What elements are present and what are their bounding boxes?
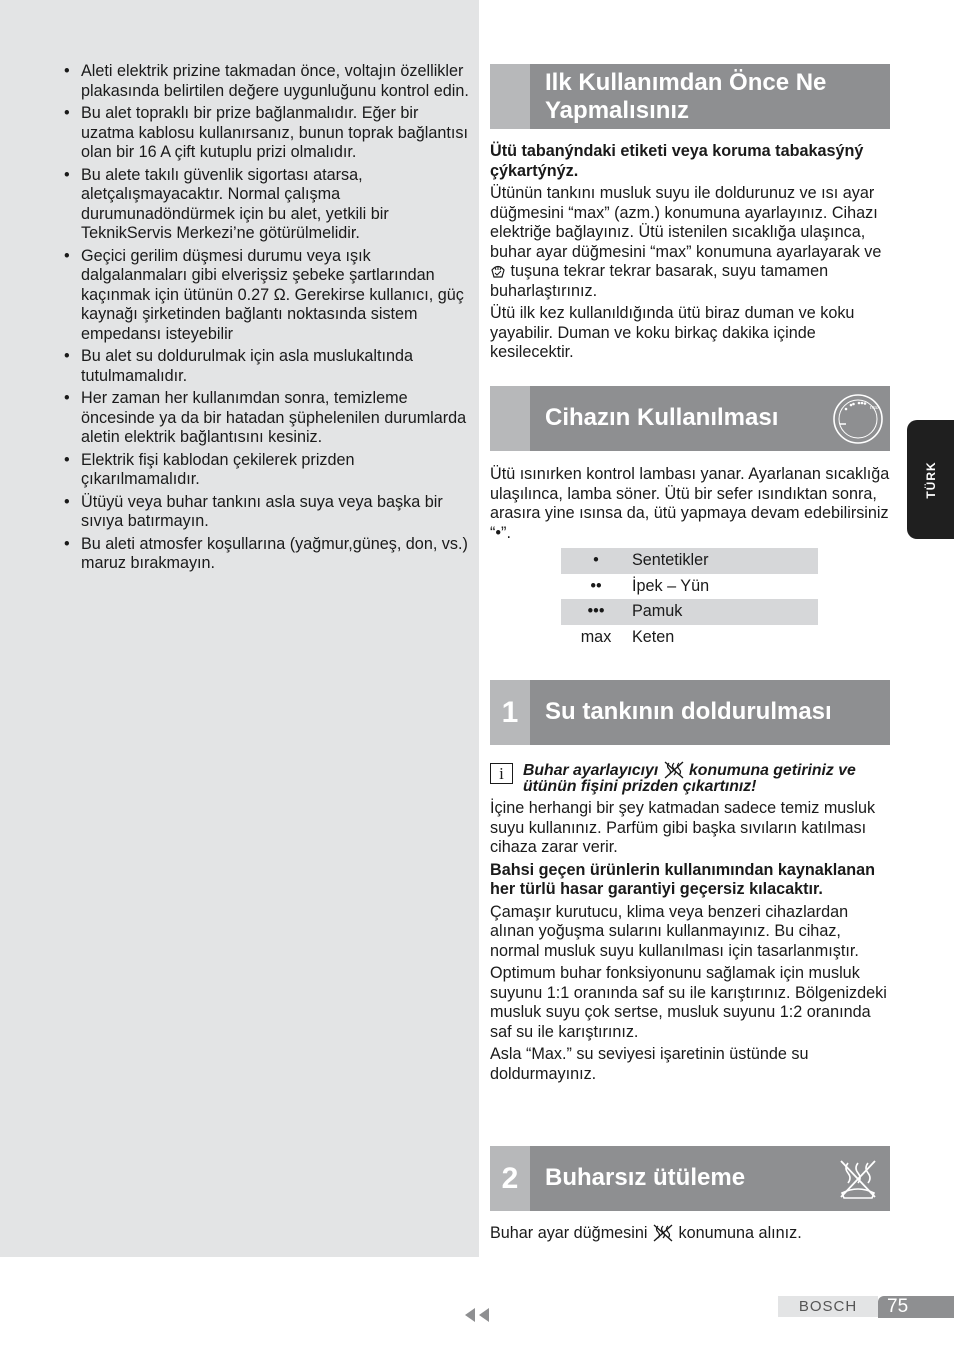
section-title: Cihazın Kullanılması [545, 404, 779, 431]
paragraph-part: Ütünün tankını musluk suyu ile doldurunuz ve ısı ayar düğmesini “max” (azm.) konumuna ayarlayınız. Cihazı elektriğe bağlayınız. Ütü istenilen sıcaklığa ulaşınca, buhar ayar düğmesini “max” konumuna ayarlayarak ve [490, 184, 882, 261]
language-tab[interactable] [907, 420, 954, 539]
temperature-dial-icon [832, 393, 884, 445]
table-row [561, 599, 818, 625]
step-2-text [490, 1224, 892, 1247]
step-number: 2 [490, 1146, 530, 1211]
list-item: • Bu alet topraklı bir prize bağlanmalıdır. Eğer bir uzatma kablosu kullanırsanız, bunun toprak bağlantısı olan bir 16 A çift kutuplu prizi olmalıdır. [64, 104, 469, 163]
paragraph: Ütü ısınırken kontrol lambası yanar. Ayarlanan sıcaklığa ulaşılınca, lamba söner. Ütü bir sefer ısındıktan sonra, arasıra yine ısınsa da, ütü yapmaya devam edebilirsiniz “•”. [490, 465, 890, 542]
list-item: • Aleti elektrik prizine takmadan önce, voltajın özellikler plakasında belirtilen değere uygunluğunu kontrol edin. [64, 62, 469, 101]
page-number: 75 [878, 1296, 954, 1318]
bold-intro: Ütü tabanýndaki etiketi veya koruma tabakasýný çýkartýnýz. [490, 142, 864, 180]
setting-dots: ••• [587, 602, 605, 620]
paragraph-part: Buhar ayar düğmesini [490, 1224, 648, 1242]
step-number: 1 [490, 680, 530, 745]
before-first-use-text [490, 142, 892, 366]
brand-label: BOSCH [778, 1296, 878, 1317]
section-header-step-2 [490, 1146, 890, 1211]
step-1-text [490, 799, 892, 1087]
list-item: • Elektrik fişi kablodan çekilerek prizden çıkarılmamalıdır. [64, 451, 469, 490]
safety-bullet-list [64, 62, 469, 577]
paragraph [490, 1224, 892, 1244]
list-item: • Bu alete takılı güvenlik sigortası atarsa, aletçalışmayacaktır. Normal çalışma durumunadöndürmek için bu alet, yetkili bir TeknikServis Merkezi’ne götürülmelidir. [64, 166, 469, 244]
fabric-name: Pamuk [632, 602, 683, 620]
table-row [561, 625, 818, 651]
info-icon: i [490, 763, 513, 784]
table-row [561, 574, 818, 600]
notice-part: konumuna getiriniz ve ütünün fişini prizden çıkartınız! [523, 762, 856, 795]
paragraph: Optimum buhar fonksiyonunu sağlamak için musluk suyunu 1:1 oranında saf su ile karıştırınız. Bölgenizdeki musluk suyu çok sertse, musluk suyunu 1:2 oranında saf su ile karıştırınız. [490, 964, 887, 1041]
paragraph: Asla “Max.” su seviyesi işaretinin üstünde su doldurmayınız. [490, 1045, 809, 1083]
setting-dots: • [593, 551, 599, 569]
no-steam-icon [652, 1224, 674, 1242]
notice-part: Buhar ayarlayıcıyı [523, 762, 659, 779]
previous-page-icon[interactable] [463, 1307, 493, 1323]
setting-dots: •• [590, 576, 602, 595]
section-tab [490, 64, 530, 129]
section-tab [490, 386, 530, 451]
paragraph-part: tuşuna tekrar tekrar basarak, suyu tamamen buharlaştırınız. [490, 262, 829, 300]
paragraph: Çamaşır kurutucu, klima veya benzeri cihazlardan alınan yoğuşma sularını kullanmayınız. Bu cihaz, normal musluk suyu kullanılması için tasarlanmıştır. [490, 902, 859, 960]
section-header-before-first-use [490, 64, 890, 129]
fabric-name: Keten [632, 627, 675, 646]
svg-text:max: max [870, 405, 880, 411]
paragraph [490, 184, 892, 301]
section-header-device-usage [490, 386, 890, 451]
section-title: Buharsız ütüleme [545, 1164, 746, 1191]
notice-text [523, 761, 893, 794]
setting-dots: max [580, 627, 612, 646]
language-tab-label: TÜRK [923, 460, 938, 499]
device-usage-text [490, 465, 892, 546]
list-item: • Geçici gerilim düşmesi durumu veya ışık dalgalanmaları gibi elverişsiz şebeke şartlarından kaçınmak için ütünün 0.27 Ω. Gerekirse kullanıcı, güç kaynağı şirketinden bağlantı noktasında sistem empedansı isteyebilir [64, 247, 469, 345]
section-title: Su tankının doldurulması [545, 698, 832, 725]
list-item: • Her zaman her kullanımdan sonra, temizleme öncesinde ya da bir hatadan şüphelenilen durumlarda aletin elektrik bağlantısını kesiniz. [64, 389, 469, 448]
no-steam-icon [832, 1153, 884, 1205]
table-row [561, 548, 818, 574]
list-item: • Bu alet su doldurulmak için asla muslukaltında tutulmamalıdır. [64, 347, 469, 386]
steam-shot-icon [490, 262, 506, 280]
section-header-step-1 [490, 680, 890, 745]
paragraph: Ütü ilk kez kullanıldığında ütü biraz duman ve koku yayabilir. Duman ve koku birkaç dakika içinde kesilecektir. [490, 304, 855, 361]
no-steam-icon [663, 761, 685, 779]
list-item: • Ütüyü veya buhar tankını asla suya veya başka bir sıvıya batırmayın. [64, 493, 469, 532]
fabric-name: Sentetikler [632, 551, 709, 569]
paragraph: İçine herhangi bir şey katmadan sadece temiz musluk suyu kullanınız. Parfüm gibi başka sıvıların katılması cihaza zarar verir. [490, 799, 876, 856]
paragraph-part: konumuna alınız. [678, 1224, 802, 1242]
list-item: • Bu aleti atmosfer koşullarına (yağmur,güneş, don, vs.) maruz bırakmayın. [64, 535, 469, 574]
temperature-settings-table [561, 548, 818, 650]
warranty-warning: Bahsi geçen ürünlerin kullanımından kaynaklanan her türlü hasar garantiyi geçersiz kılacaktır. [490, 860, 876, 898]
section-title: Ilk Kullanımdan Önce Ne Yapmalısınız [545, 69, 827, 124]
fabric-name: İpek – Yün [632, 576, 710, 595]
